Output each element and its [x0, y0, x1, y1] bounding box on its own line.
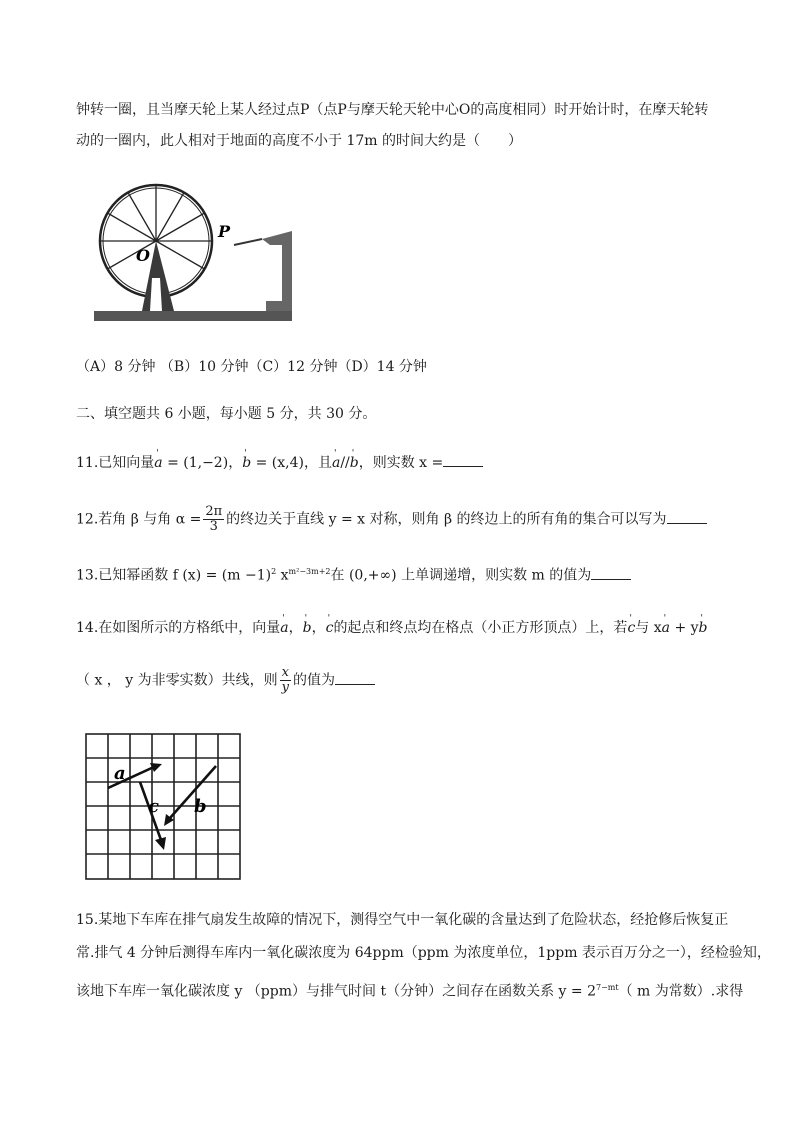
label-O: O [136, 246, 150, 265]
question-15-line1: 15.某地下车库在排气扇发生故障的情况下，测得空气中一氧化碳的含量达到了危险状态，经抢修后恢复正 [76, 912, 729, 928]
vector-b-arrow [170, 766, 216, 818]
label-c: c [148, 796, 159, 817]
label-a: a [114, 763, 126, 784]
ferris-wheel-figure [84, 183, 304, 328]
question-13: 13.已知幂函数 f $(x) = (m -1)^2$ $x^{m^2-3m+2}$在 (0,+∞) 上单调递增，则实数 m 的值为 [76, 562, 631, 586]
question-15-line3: 该地下车库一氧化碳浓度 y （ppm）与排气时间 t（分钟）之间存在函数关系 $y = 2^{7-mt}$（ m 为常数）.求得 [76, 983, 744, 1000]
problem10-line2: 动的一圈内，此人相对于地面的高度不小于 17m 的时间大约是（ ） [76, 133, 522, 149]
answer-blank[interactable] [443, 452, 483, 467]
question-15-line2: 常.排气 4 分钟后测得车库内一氧化碳浓度为 64ppm（ppm 为浓度单位，1ppm 表示百万分之一），经检验知， [76, 945, 771, 961]
section-heading: 二、填空题共 6 小题，每小题 5 分，共 30 分。 [76, 406, 377, 422]
problem10-choices: （A）8 分钟 （B）10 分钟（C）12 分钟（D）14 分钟 [76, 359, 427, 375]
vector-b: ' b [242, 453, 251, 473]
ground-base [94, 311, 292, 321]
grid-vector-figure [82, 730, 246, 884]
label-b: b [194, 796, 207, 817]
question-11: 11.已知向量' a = (1,−2)，' b = (x,4)，且' a//' b，则实数 x = [76, 452, 483, 473]
answer-blank[interactable] [667, 509, 707, 524]
answer-blank[interactable] [591, 565, 631, 580]
question-12: 12.若角 β 与角 α = $\frac{2\pi}{3}$ 的终边关于直线 y = x 对称，则角 β 的终边上的所有角的集合可以写为 [76, 505, 707, 534]
platform-structure [262, 231, 292, 311]
problem10-line1: 钟转一圈，且当摩天轮上某人经过点P（点P与摩天轮天轮中心O的高度相同）时开始计时，在摩天轮转 [76, 102, 709, 118]
label-P: P [218, 222, 231, 241]
vector-a: ' a [154, 453, 162, 473]
answer-blank[interactable] [335, 670, 375, 685]
question-14-line1: 14.在如图所示的方格纸中，向量' a，' b，' c的起点和终点均在格点（小正方形顶点）上，若' c与 x' a + y' b [76, 618, 708, 638]
question-14-line2: （ x ， y 为非零实数）共线，则 $\frac{x}{y}$ 的值为 [76, 666, 375, 695]
